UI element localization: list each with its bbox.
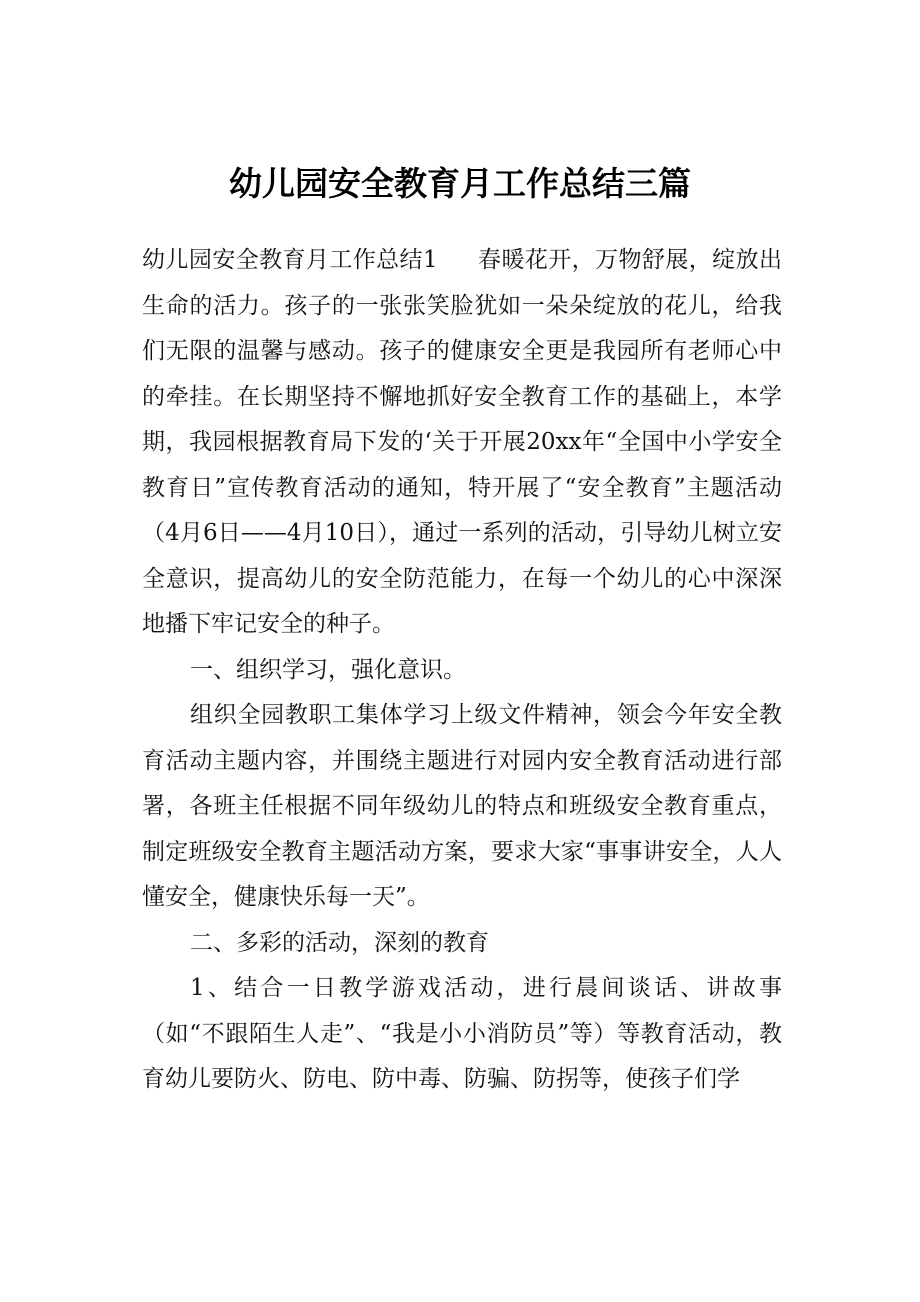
organize-paragraph: 组织全园教职工集体学习上级文件精神，领会今年安全教育活动主题内容，并围绕主题进行对园内安全教育活动进行部署，各班主任根据不同年级幼儿的特点和班级安全教育重点，制定班级安全教育主题活动方案，要求大家“事事讲安全，人人懂安全，健康快乐每一天”。 xyxy=(142,702,782,910)
intro-paragraph-text: 春暖花开，万物舒展，绽放出生命的活力。孩子的一张张笑脸犹如一朵朵绽放的花儿，给我们无限的温馨与感动。孩子的健康安全更是我园所有老师心中的牵挂。在长期坚持不懈地抓好安全教育工作的基础上，本学期，我园根据教育局下发的‘关于开展20xx年“全国中小学安全教育日”宣传教育活动的通知，特开展了“安全教育”主题活动（4月6日——4月10日），通过一系列的活动，引导幼儿树立安全意识，提高幼儿的安全防范能力，在每一个幼儿的心中深深地播下牢记安全的种子。 xyxy=(142,247,782,637)
activities-paragraph: 1、结合一日教学游戏活动，进行晨间谈话、讲故事（如“不跟陌生人走”、“我是小小消防员”等）等教育活动，教育幼儿要防火、防电、防中毒、防骗、防拐等，使孩子们学 xyxy=(142,975,782,1092)
document-body xyxy=(142,238,782,1103)
section-heading-activities: 二、多彩的活动，深刻的教育 xyxy=(190,929,489,956)
intro-paragraph xyxy=(142,238,782,648)
section-heading-1: 幼儿园安全教育月工作总结1 xyxy=(142,247,438,273)
section-heading-organize: 一、组织学习，强化意识。 xyxy=(190,656,466,683)
document-title: 幼儿园安全教育月工作总结三篇 xyxy=(229,164,691,203)
